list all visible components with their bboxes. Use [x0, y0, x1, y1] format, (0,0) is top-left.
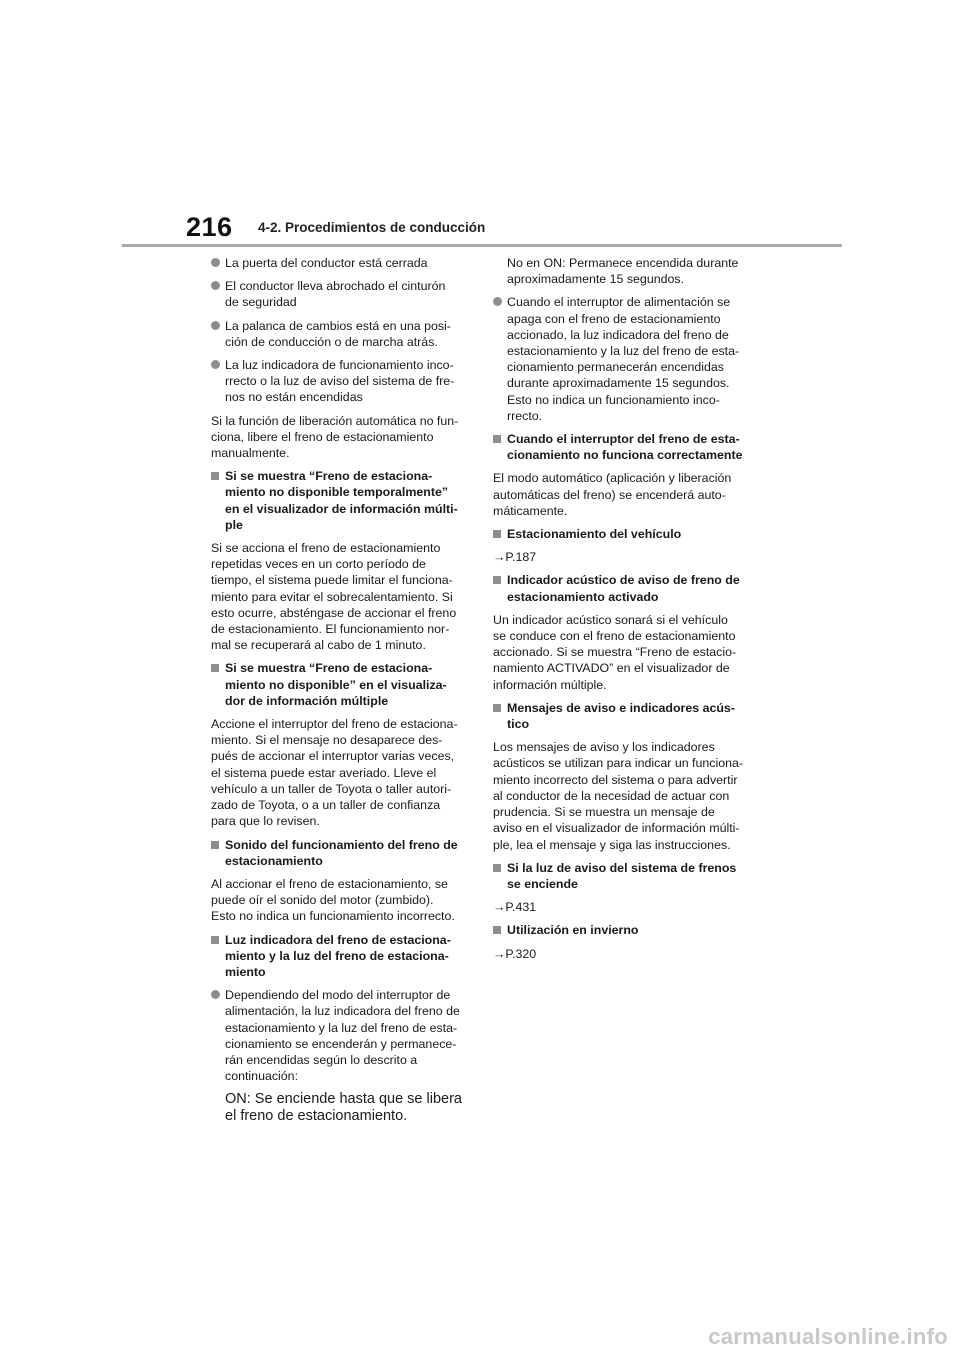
section-heading: [211, 837, 471, 869]
indented-paragraph: [493, 255, 753, 287]
large-note: [211, 1091, 471, 1125]
page-number: 216: [186, 212, 233, 242]
bullet-text: La palanca de cambios está en una posi- ción de conducción o de marcha atrás.: [225, 318, 451, 349]
bullet-item: [211, 987, 471, 1084]
heading-square-icon: [493, 435, 501, 443]
heading-text: Si se muestra “Freno de estaciona- miento no disponible” en el visualiza- dor de información múltiple: [225, 661, 447, 708]
paragraph: [211, 413, 471, 462]
bullet-text: La puerta del conductor está cerrada: [225, 256, 428, 270]
heading-square-icon: [493, 530, 501, 538]
paragraph: [211, 716, 471, 829]
reference-text: →P.431: [493, 900, 537, 915]
bullet-dot-icon: [211, 360, 220, 369]
section-heading: [493, 526, 753, 542]
heading-square-icon: [211, 472, 219, 480]
right-column: [493, 255, 753, 969]
bullet-text: Cuando el interruptor de alimentación se apaga con el freno de estacionamiento accionado, la luz indicadora del freno de estacionamiento y la luz del freno de esta- cionamiento permanecerán encendidas durante aproximadamente 15 segundos. Esto no indica un funcionamiento inco- rrecto.: [507, 295, 740, 423]
bullet-text: El conductor lleva abrochado el cinturón de seguridad: [225, 279, 446, 310]
heading-text: Sonido del funcionamiento del freno de estacionamiento: [225, 837, 458, 868]
reference-text: →P.187: [493, 550, 537, 565]
heading-text: Si la luz de aviso del sistema de frenos se enciende: [507, 860, 737, 891]
bullet-dot-icon: [211, 321, 220, 330]
heading-text: Indicador acústico de aviso de freno de estacionamiento activado: [507, 573, 740, 604]
section-heading: [493, 431, 753, 463]
heading-text: Cuando el interruptor del freno de esta- cionamiento no funciona correctamente: [507, 432, 743, 463]
paragraph-text: Un indicador acústico sonará si el vehículo se conduce con el freno de estacionamiento accionado. Si se muestra “Freno de estacio- namiento ACTIVADO” en el visualizador de información múltiple.: [493, 612, 737, 692]
note-text: ON: Se enciende hasta que se libera el freno de estacionamiento.: [225, 1091, 462, 1125]
heading-square-icon: [211, 841, 219, 849]
bullet-dot-icon: [211, 258, 220, 267]
bullet-item: [493, 294, 753, 424]
reference-text: →P.320: [493, 946, 537, 961]
paragraph: [211, 876, 471, 925]
heading-text: Utilización en invierno: [507, 923, 639, 938]
paragraph: [493, 470, 753, 519]
bullet-text: La luz indicadora de funcionamiento inco- rrecto o la luz de aviso del sistema de fre- nos no están encendidas: [225, 358, 455, 405]
paragraph-text: Si se acciona el freno de estacionamiento repetidas veces en un corto período de tiempo, el sistema puede limitar el funciona- miento para evitar el sobrecalentamiento. Si esto ocurre, absténgase de accionar el freno de estacionamiento. El funcionamiento nor- mal se recuperará al cabo de 1 minuto.: [211, 541, 457, 653]
section-heading: [211, 932, 471, 981]
bullet-item: [211, 357, 471, 406]
paragraph-text: No en ON: Permanece encendida durante aproximadamente 15 segundos.: [507, 256, 739, 287]
heading-text: Mensajes de aviso e indicadores acús- tico: [507, 700, 735, 732]
watermark: carmanualsonline.info: [708, 1324, 948, 1349]
page-reference: [493, 899, 753, 915]
bullet-dot-icon: [211, 990, 220, 999]
heading-text: Estacionamiento del vehículo: [507, 527, 682, 542]
heading-square-icon: [493, 576, 501, 584]
header-divider: [122, 244, 842, 247]
paragraph-text: Si la función de liberación automática no fun- ciona, libere el freno de estacionamiento manualmente.: [211, 413, 459, 461]
paragraph: [493, 739, 753, 852]
heading-square-icon: [493, 704, 501, 712]
bullet-dot-icon: [493, 297, 502, 306]
page-header: [0, 0, 960, 250]
paragraph-text: Al accionar el freno de estacionamiento, se puede oír el sonido del motor (zumbido). Esto no indica un funcionamiento incorrecto.: [211, 876, 455, 924]
section-heading: [211, 660, 471, 709]
heading-square-icon: [493, 864, 501, 872]
heading-text: Luz indicadora del freno de estaciona- miento y la luz del freno de estaciona- miento: [225, 932, 451, 979]
bullet-item: [211, 255, 471, 271]
heading-square-icon: [211, 936, 219, 944]
left-column: [211, 255, 471, 1132]
bullet-dot-icon: [211, 281, 220, 290]
heading-text: Si se muestra “Freno de estaciona- miento no disponible temporalmente” en el visualizador de información múlti- ple: [225, 469, 458, 532]
paragraph-text: El modo automático (aplicación y liberación automáticas del freno) se encenderá auto- máticamente.: [493, 471, 732, 518]
page-reference: [493, 946, 753, 962]
paragraph: [493, 612, 753, 693]
page-reference: [493, 549, 753, 565]
section-heading: [493, 700, 753, 732]
paragraph-text: Los mensajes de aviso y los indicadores acústicos se utilizan para indicar un funciona- miento incorrecto del sistema o para advertir al conductor de la necesidad de actuar con prudencia. Si se muestra un mensaje de aviso en el visualizador de información múlti- ple, lea el mensaje y siga las instrucciones.: [493, 740, 744, 852]
bullet-text: Dependiendo del modo del interruptor de alimentación, la luz indicadora del freno de estacionamiento y la luz del freno de esta- cionamiento se encenderán y permanece- rán encendidas según lo descrito a continuación:: [225, 988, 460, 1084]
section-heading: [493, 572, 753, 604]
paragraph-text: Accione el interruptor del freno de estaciona- miento. Si el mensaje no desaparece des- pués de accionar el interruptor varias veces, el sistema puede estar averiado. Lleve el vehículo a un taller de Toyota o taller autori- zado de Toyota, o a un taller de confianza para que lo revisen.: [211, 717, 458, 829]
section-title: 4-2. Procedimientos de conducción: [258, 220, 486, 235]
heading-square-icon: [211, 664, 219, 672]
paragraph: [211, 540, 471, 653]
section-heading: [211, 468, 471, 533]
section-heading: [493, 922, 753, 938]
section-heading: [493, 860, 753, 892]
heading-square-icon: [493, 926, 501, 934]
bullet-item: [211, 278, 471, 310]
bullet-item: [211, 318, 471, 350]
